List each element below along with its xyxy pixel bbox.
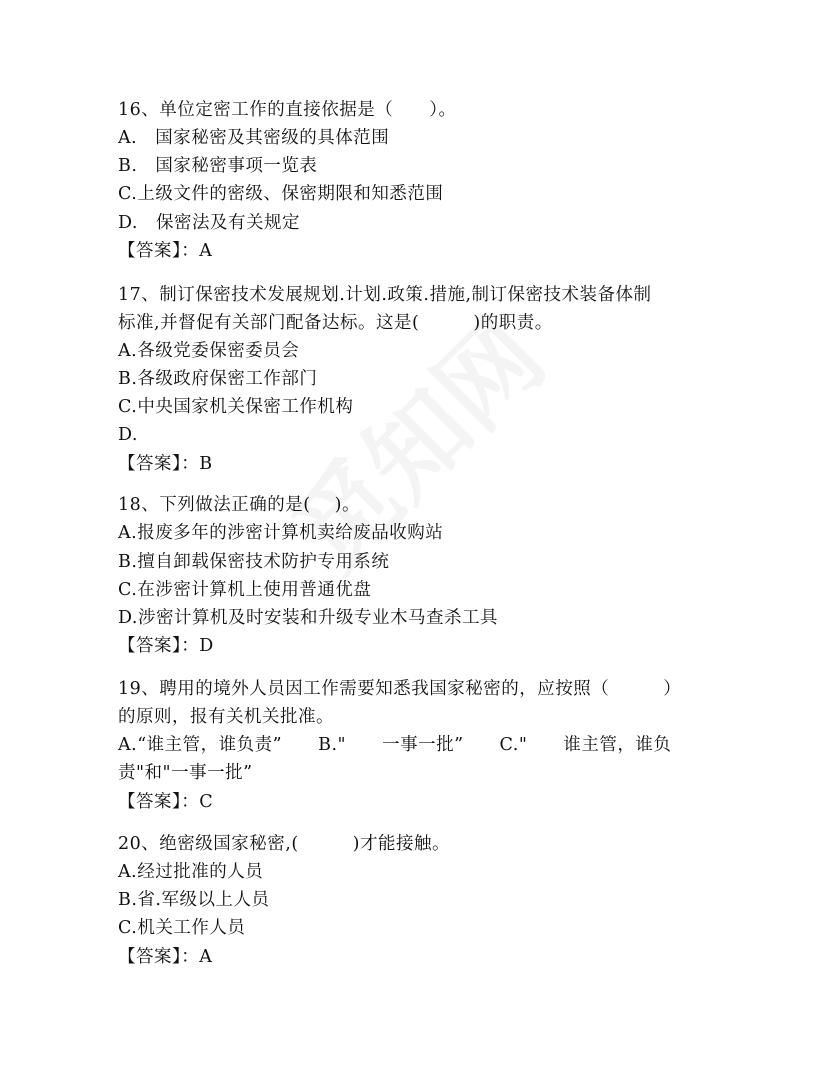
question-16-option-a: A. 国家秘密及其密级的具体范围 [118, 128, 390, 148]
question-17-option-d: D. [118, 425, 138, 445]
question-16-stem: 16、单位定密工作的直接依据是（ ）。 [118, 100, 457, 120]
question-17-option-b: B.各级政府保密工作部门 [118, 369, 318, 389]
question-17-stem-line-2: 标准,并督促有关部门配备达标。这是( )的职责。 [118, 313, 553, 333]
question-16-option-c: C.上级文件的密级、保密期限和知悉范围 [118, 184, 444, 204]
question-18-option-c: C.在涉密计算机上使用普通优盘 [118, 580, 372, 600]
question-18-option-a: A.报废多年的涉密计算机卖给废品收购站 [118, 523, 444, 543]
question-17-option-a: A.各级党委保密委员会 [118, 341, 300, 361]
question-19-stem-line-1: 19、聘用的境外人员因工作需要知悉我国家秘密的，应按照（ ） [118, 679, 682, 699]
question-17-answer: 【答案】：B [118, 454, 213, 474]
question-16-option-b: B. 国家秘密事项一览表 [118, 156, 318, 176]
question-20-answer: 【答案】：A [118, 947, 213, 967]
question-18-answer: 【答案】：D [118, 636, 214, 656]
question-18-option-b: B.擅自卸载保密技术防护专用系统 [118, 552, 390, 572]
question-18-option-d: D.涉密计算机及时安装和升级专业木马查杀工具 [118, 608, 498, 628]
question-19-stem-line-2: 的原则，报有关机关批准。 [118, 707, 334, 727]
question-20-option-b: B.省.军级以上人员 [118, 890, 270, 910]
question-20-option-a: A.经过批准的人员 [118, 862, 264, 882]
question-20-stem: 20、绝密级国家秘密,( )才能接触。 [118, 834, 450, 854]
question-17-stem-line-1: 17、制订保密技术发展规划.计划.政策.措施,制订保密技术装备体制 [118, 285, 652, 305]
question-16-option-d: D. 保密法及有关规定 [118, 213, 300, 233]
question-19-answer: 【答案】：C [118, 792, 214, 812]
question-17-option-c: C.中央国家机关保密工作机构 [118, 397, 354, 417]
question-20-option-c: C.机关工作人员 [118, 918, 246, 938]
question-16-answer: 【答案】：A [118, 241, 213, 261]
question-19-options-line-2: 责"和"一事一批” [118, 763, 253, 783]
question-18-stem: 18、下列做法正确的是( )。 [118, 495, 360, 515]
question-19-options-line-1: A.“谁主管，谁负责” B." 一事一批” C." 谁主管，谁负 [118, 735, 672, 755]
